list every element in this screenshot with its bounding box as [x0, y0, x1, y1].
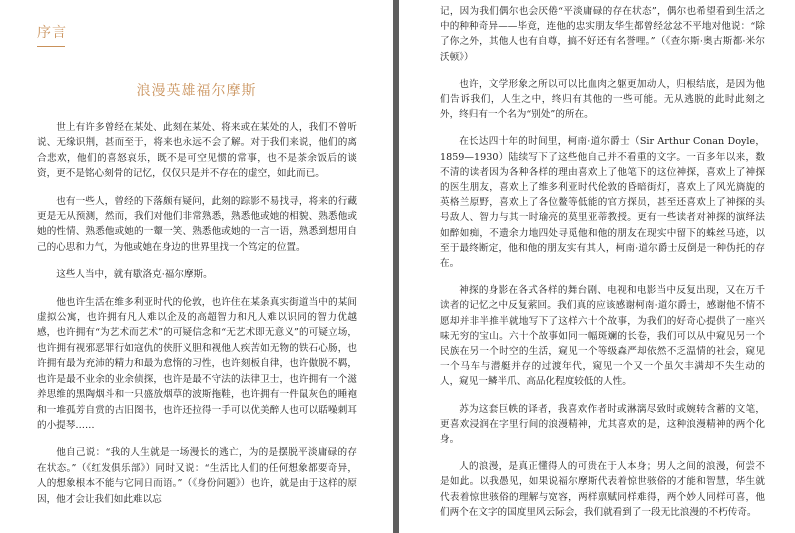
paragraph: 世上有许多曾经在某处、此刻在某处、将来或在某处的人，我们不曾听说、无缘识荆，甚而至于，将来也永远不会了解。对于我们来说，他们的离合悲欢，他们的喜怒哀乐，既不是可空见惯的常事，也不是茶余饭后的谈资，更不是铭心刻骨的记忆，仅仅只是并不存在的虚空，如此而已。 — [37, 122, 357, 180]
section-divider — [37, 46, 65, 47]
right-body — [440, 4, 765, 532]
paragraph: 苏为这套巨帙的译者，我喜欢作者时或淋漓尽致时或婉转含蓄的文笔，更喜欢浸润在字里行间的浪漫精神，尤其喜欢的是，这种浪漫精神的两个化身。 — [440, 403, 765, 446]
chapter-title: 浪漫英雄福尔摩斯 — [136, 83, 257, 99]
paragraph: 也有一些人，曾经的下落颇有疑问，此刻的踪影不易找寻，将来的行藏更是无从预测，然而，我们对他们非常熟悉，熟悉他或她的相貌、熟悉他或她的性情、熟悉他或她的一颦一笑、熟悉他或她的一言一语，熟悉到想用自己的心思和力气，为他或她在身边的世界里找一个笃定的位置。 — [37, 195, 357, 253]
paragraph: 在长达四十年的时间里，柯南·道尔爵士（Sir Arthur Conan Doyle，1859—1930）陆续写下了这些他自己并不看重的文字。一百多年以来，数不清的读者因为各种各样的理由喜欢上了他笔下的这位神探，喜欢上了神探的医生朋友，喜欢上了维多利亚时代伦敦的昏暗街灯，喜欢上了风光旖旎的英格兰原野，喜欢上了各位鳌等低能的官方探员，甚至还喜欢上了神探的头号敌人、智力与其一时瑜亮的莫里亚蒂教授。更有一些读者对神探的演绎法如醉如痴，不遗余力地四处寻觅他和他的朋友在现实中留下的蛛丝马迹，以至于最终断定，他和他的朋友实有其人，柯南·道尔爵士反倒是一种伪托的存在。 — [440, 136, 765, 270]
paragraph: 人的浪漫，是真正懂得人的可贵在于人本身；男人之间的浪漫，何尝不是如此。以我愚见，如果说福尔摩斯代表着惊世骇俗的才能和智慧，华生就代表着惊世骇俗的理解与宽容，两样禀赋同样难得，两个妙人同样可喜，他们两个在文字的国度里风云际会，我们就看到了一段无比浪漫的不朽传奇。 — [440, 461, 765, 518]
right-page — [399, 0, 795, 533]
paragraph: 这些人当中，就有歇洛克·福尔摩斯。 — [56, 269, 213, 281]
paragraph-continuation: 记，因为我们偶尔也会厌倦“平淡庸碌的存在状态”，偶尔也希望看到生活之中的种种奇异——毕竟，连他的忠实朋友华生都曾经忿忿不平地对他说：“除了你之外，其他人也有自尊，搞不好还有名誉哩。”（《查尔斯·奥古斯都·米尔沃顿》） — [440, 6, 765, 63]
paragraph: 他自己说：“我的人生就是一场漫长的逃亡，为的是摆脱平淡庸碌的存在状态。”（《红发俱乐部》）同时又说：“生活比人们的任何想象都要奇异，人的想象根本不能与它同日而语。”（《身份问题》）也许，就是由于这样的原因，他才会让我们如此难以忘 — [37, 447, 357, 505]
paragraph: 他也许生活在维多利亚时代的伦敦，也许住在某条真实街道当中的某间虚拟公寓，也许拥有凡人难以企及的高超智力和凡人难以识同的智力优越感，也许拥有“为艺术而艺术”的可疑信念和“无艺术即无意义”的可疑立场，也许拥有视邪恶罪行如寇仇的侠肝义胆和视他人疾苦如无物的铁石心肠，也许拥有最为充沛的精力和最为怠惰的习性，也许刻板自律，也许傲脱不羁，也许是最不业余的业余侦探，也许是最不守法的法律卫士，也许拥有一个滋养思维的黑陶烟斗和一只盛放烟草的波斯拖鞋，也许拥有一件鼠灰色的睡袍和一堆孤芳自赏的古旧图书，也许还拉得一手可以优美醉人也可以聒噪刺耳的小提琴…… — [37, 296, 357, 431]
paragraph: 神探的身影在各式各样的舞台剧、电视和电影当中反复出现，又在万千读者的记忆之中反复萦回。我们真的应该感谢柯南·道尔爵士，感谢他不情不愿却并非半推半就地写下了这样六十个故事，为我们的好奇心提供了一座兴味无穷的宝山。六十个故事如同一幅斑斓的长卷，我们可以从中窥见另一个民族在另一个时空的生活，窥见一个等级森严却依然不乏温情的社会，窥见一个马车与潜艇并存的过渡年代，窥见一个又一个虽欠丰满却不失生动的人，窥见一鳞半爪、高品化程度较低的人性。 — [440, 285, 765, 388]
section-header: 序言 — [37, 25, 67, 41]
left-page — [0, 0, 393, 533]
left-body — [37, 120, 357, 519]
paragraph: 也许，文学形象之所以可以比血肉之躯更加动人，归根结底，是因为他们告诉我们，人生之中，终归有其他的一些可能。无从逃脱的此时此刻之外，终归有一个名为“别处”的所在。 — [440, 78, 765, 121]
